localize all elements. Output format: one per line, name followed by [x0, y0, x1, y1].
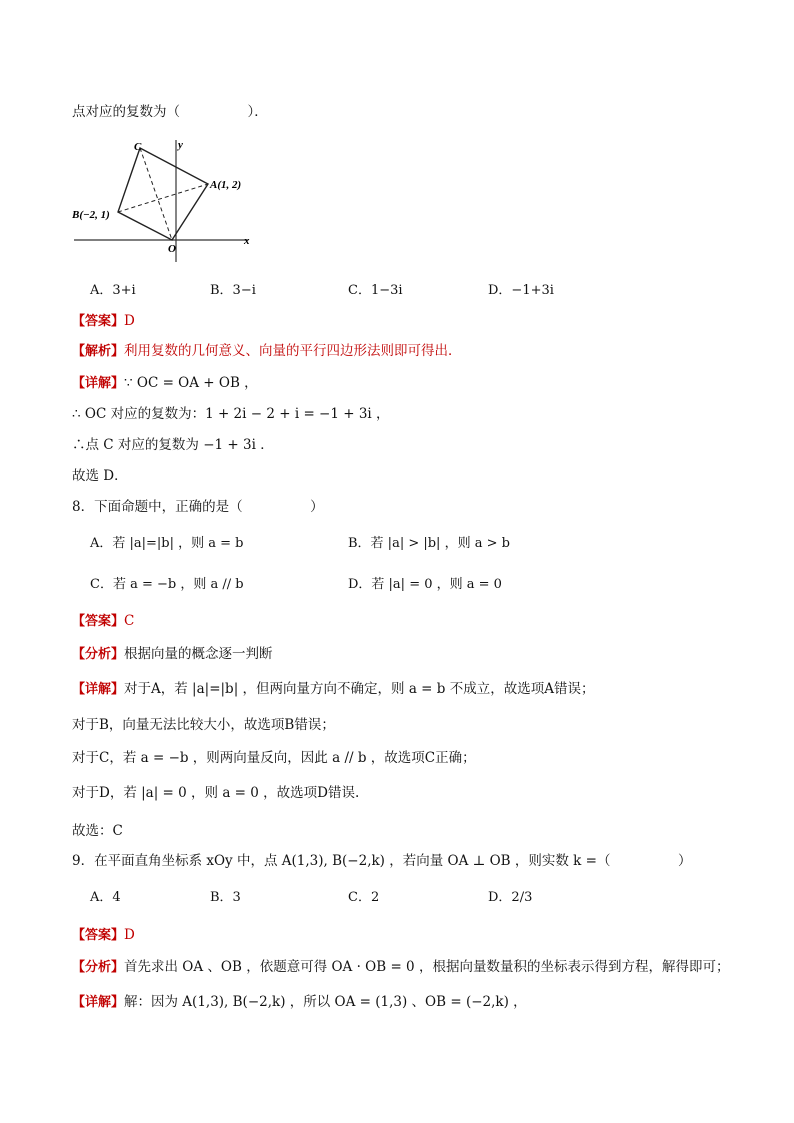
- q7-answer-line: [72, 312, 135, 331]
- q7-detail-2: ∴ OC 对应的复数为：1 + 2i − 2 + i = −1 + 3i ，: [72, 406, 390, 422]
- analysis-tag: 【分析】: [72, 647, 125, 662]
- detail-tag: 【详解】: [72, 682, 125, 697]
- q8-detail-2: 对于B，向量无法比较大小，故选项B错误；: [72, 717, 335, 733]
- q7-option-a: A．3+i: [90, 283, 136, 298]
- q9-option-c: C．2: [348, 890, 380, 905]
- q8-answer: C: [124, 613, 135, 629]
- q7-detail-4: 故选 D．: [72, 468, 128, 484]
- analysis-tag: 【解析】: [72, 344, 125, 359]
- q9-stem: 9．在平面直角坐标系 xOy 中，点 A(1,3), B(−2,k) ，若向量 OA ⊥ OB ，则实数 k =（ ）: [72, 853, 692, 869]
- q8-stem: 8．下面命题中，正确的是（ ）: [72, 499, 324, 515]
- label-y: y: [178, 139, 183, 151]
- q8-analysis: 根据向量的概念逐一判断: [124, 646, 273, 662]
- answer-tag: 【答案】: [72, 314, 125, 329]
- q7-option-b: B．3−i: [210, 283, 256, 298]
- answer-tag: 【答案】: [72, 614, 125, 629]
- q9-detail-line-1: [72, 993, 527, 1012]
- q7-detail-1: ∵ OC = OA + OB ，: [124, 375, 258, 391]
- q8-detail-4: 对于D，若 |a| = 0 ，则 a = 0 ，故选项D错误.: [72, 785, 360, 801]
- q9-answer: D: [124, 927, 135, 943]
- label-x: x: [244, 235, 250, 247]
- answer-tag: 【答案】: [72, 928, 125, 943]
- q7-analysis-line: [72, 342, 462, 361]
- q9-option-b: B．3: [210, 890, 241, 905]
- analysis-tag: 【分析】: [72, 960, 125, 975]
- q8-option-a: A．若 |a|=|b| ，则 a = b: [90, 536, 244, 551]
- q8-conclusion: [72, 822, 123, 840]
- q9-detail-1: 解：因为 A(1,3), B(−2,k) ，所以 OA = (1,3) 、OB = (−2,k) ，: [124, 994, 527, 1010]
- q8-detail-line-1: [72, 680, 594, 699]
- q8-analysis-line: [72, 645, 273, 664]
- q8-option-d: D．若 |a| = 0 ，则 a = 0: [348, 577, 502, 592]
- q7-detail-3: ∴点 C 对应的复数为 −1 + 3i ．: [72, 437, 274, 453]
- q8-conclusion-text: 故选：C: [72, 823, 123, 839]
- label-b: B(−2, 1): [72, 209, 110, 221]
- q8-option-b: B．若 |a| > |b| ，则 a > b: [348, 536, 510, 551]
- q8-option-c: C．若 a = −b ，则 a // b: [90, 577, 244, 592]
- q8-detail-1: 对于A，若 |a|=|b| ，但两向量方向不确定，则 a = b 不成立，故选项A错误；: [124, 681, 595, 697]
- label-a: A(1, 2): [210, 179, 242, 191]
- q9-analysis-line: [72, 958, 729, 977]
- q9-answer-line: [72, 926, 135, 945]
- q7-answer: D: [124, 313, 135, 329]
- q7-analysis: 利用复数的几何意义、向量的平行四边形法则即可得出．: [124, 343, 462, 359]
- q7-detail-line-1: [72, 374, 258, 393]
- q9-option-d: D．2/3: [488, 890, 533, 905]
- q7-option-d: D．−1+3i: [488, 283, 554, 298]
- q7-stem-tail: 点对应的复数为（ ）．: [72, 104, 268, 120]
- parallelogram: [118, 148, 208, 240]
- detail-tag: 【详解】: [72, 376, 125, 391]
- q8-answer-line: [72, 612, 134, 631]
- label-c: C: [134, 141, 142, 153]
- parallelogram-figure: [72, 136, 262, 266]
- label-o: O: [168, 243, 176, 255]
- detail-tag: 【详解】: [72, 995, 125, 1010]
- q9-option-a: A．4: [90, 890, 121, 905]
- q9-analysis: 首先求出 OA 、OB ，依题意可得 OA · OB = 0 ，根据向量数量积的坐标表示得到方程，解得即可；: [124, 959, 730, 975]
- q7-option-c: C．1−3i: [348, 283, 403, 298]
- q8-detail-3: 对于C，若 a = −b ，则两向量反向，因此 a // b ，故选项C正确；: [72, 750, 476, 766]
- diagonal-ba: [118, 184, 208, 212]
